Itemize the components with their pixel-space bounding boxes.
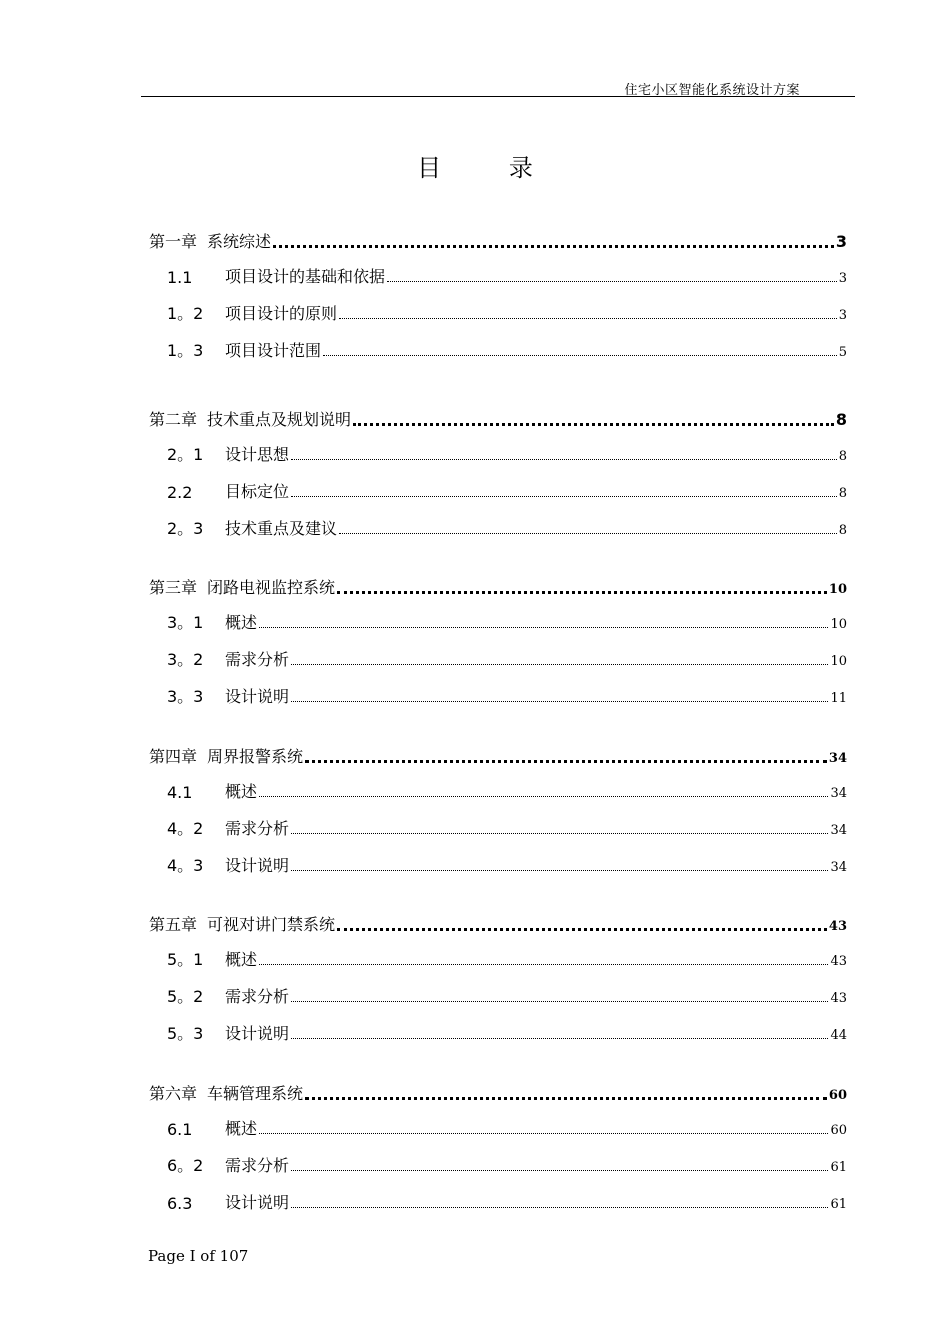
page-number: 8: [838, 486, 847, 501]
section-number: 3。3: [167, 687, 204, 706]
page-number: 8: [838, 523, 847, 538]
chapter-title: 技术重点及规划说明: [207, 410, 352, 429]
toc-section-entry[interactable]: [149, 263, 847, 287]
section-number: 1。3: [167, 341, 204, 360]
dot-leader: [305, 760, 827, 763]
page-number: 34: [830, 823, 847, 838]
section-title: 需求分析: [225, 1156, 290, 1175]
toc-section-entry[interactable]: [149, 1115, 847, 1139]
section-title: 项目设计的基础和依据: [225, 267, 386, 286]
dot-leader: [339, 318, 837, 319]
toc-section-entry[interactable]: [149, 1189, 847, 1213]
page-number: 34: [828, 751, 847, 766]
dot-leader: [291, 701, 828, 702]
section-title: 需求分析: [225, 987, 290, 1006]
toc-chapter-entry[interactable]: [149, 911, 847, 935]
toc-section-entry[interactable]: [149, 683, 847, 707]
chapter-number: 第三章: [149, 578, 198, 597]
dot-leader: [323, 355, 837, 356]
chapter-title: 闭路电视监控系统: [207, 578, 336, 597]
page-number: 43: [828, 919, 847, 934]
dot-leader: [291, 459, 837, 460]
chapter-number: 第二章: [149, 410, 198, 429]
dot-leader: [291, 1170, 828, 1171]
toc-section-entry[interactable]: [149, 478, 847, 502]
dot-leader: [337, 928, 827, 931]
section-title: 概述: [225, 1119, 258, 1138]
section-title: 项目设计范围: [225, 341, 322, 360]
dot-leader: [305, 1097, 827, 1100]
dot-leader: [259, 964, 828, 965]
toc-section-entry[interactable]: [149, 852, 847, 876]
page-number: 3: [835, 232, 847, 251]
section-number: 3。1: [167, 613, 204, 632]
section-number: 2。3: [167, 519, 204, 538]
dot-leader: [291, 496, 837, 497]
toc-section-entry[interactable]: [149, 815, 847, 839]
dot-leader: [291, 1001, 828, 1002]
chapter-number: 第四章: [149, 747, 198, 766]
toc-section-entry[interactable]: [149, 300, 847, 324]
chapter-number: 第六章: [149, 1084, 198, 1103]
page-number: 34: [830, 786, 847, 801]
section-title: 概述: [225, 950, 258, 969]
page-number: 10: [828, 582, 847, 597]
page-number: 10: [830, 617, 847, 632]
section-number: 5。2: [167, 987, 204, 1006]
section-number: 2.2: [167, 483, 193, 502]
page-number: 11: [830, 691, 847, 706]
page-number: 3: [838, 308, 847, 323]
section-number: 5。3: [167, 1024, 204, 1043]
toc-chapter-entry[interactable]: [149, 1080, 847, 1104]
toc-chapter-entry[interactable]: [149, 574, 847, 598]
dot-leader: [339, 533, 837, 534]
section-number: 1。2: [167, 304, 204, 323]
section-number: 4.1: [167, 783, 193, 802]
section-number: 6.1: [167, 1120, 193, 1139]
page-number: 10: [830, 654, 847, 669]
running-header: 住宅小区智能化系统设计方案: [624, 83, 800, 98]
section-number: 5。1: [167, 950, 204, 969]
dot-leader: [291, 1207, 828, 1208]
section-title: 设计说明: [225, 1024, 290, 1043]
toc-section-entry[interactable]: [149, 515, 847, 539]
chapter-number: 第一章: [149, 232, 198, 251]
chapter-title: 周界报警系统: [207, 747, 304, 766]
dot-leader: [291, 1038, 828, 1039]
toc-section-entry[interactable]: [149, 337, 847, 361]
section-number: 3。2: [167, 650, 204, 669]
toc-section-entry[interactable]: [149, 1152, 847, 1176]
chapter-number: 第五章: [149, 915, 198, 934]
dot-leader: [259, 796, 828, 797]
toc-section-entry[interactable]: [149, 946, 847, 970]
section-number: 1.1: [167, 268, 193, 287]
page-number: 34: [830, 860, 847, 875]
section-title: 设计说明: [225, 856, 290, 875]
header-rule: [141, 96, 855, 97]
page-number: 3: [838, 271, 847, 286]
section-title: 技术重点及建议: [225, 519, 338, 538]
toc-title-char-2: 录: [508, 154, 533, 182]
section-title: 设计思想: [225, 445, 290, 464]
dot-leader: [291, 870, 828, 871]
section-title: 设计说明: [225, 1193, 290, 1212]
page-number: 8: [838, 449, 847, 464]
section-number: 6.3: [167, 1194, 193, 1213]
dot-leader: [259, 627, 828, 628]
page-number: 5: [838, 345, 847, 360]
toc-chapter-entry[interactable]: [149, 743, 847, 767]
section-title: 概述: [225, 782, 258, 801]
section-number: 6。2: [167, 1156, 204, 1175]
section-title: 设计说明: [225, 687, 290, 706]
section-title: 目标定位: [225, 482, 290, 501]
toc-section-entry[interactable]: [149, 441, 847, 465]
section-title: 项目设计的原则: [225, 304, 338, 323]
page-number: 43: [830, 991, 847, 1006]
chapter-title: 可视对讲门禁系统: [207, 915, 336, 934]
page-number: 61: [830, 1197, 847, 1212]
toc-chapter-entry[interactable]: [149, 228, 847, 252]
chapter-title: 系统综述: [207, 232, 272, 251]
page-number: 60: [828, 1088, 847, 1103]
toc-section-entry[interactable]: [149, 983, 847, 1007]
dot-leader: [387, 281, 837, 282]
section-title: 概述: [225, 613, 258, 632]
section-title: 需求分析: [225, 650, 290, 669]
dot-leader: [259, 1133, 828, 1134]
toc-section-entry[interactable]: [149, 609, 847, 633]
page-number: 60: [830, 1123, 847, 1138]
toc-section-entry[interactable]: [149, 1020, 847, 1044]
toc-section-entry[interactable]: [149, 778, 847, 802]
toc-title-char-1: 目: [417, 154, 442, 182]
chapter-title: 车辆管理系统: [207, 1084, 304, 1103]
page-footer: Page I of 107: [148, 1247, 249, 1265]
dot-leader: [291, 664, 828, 665]
section-number: 2。1: [167, 445, 204, 464]
dot-leader: [273, 245, 834, 248]
section-title: 需求分析: [225, 819, 290, 838]
toc-title: [0, 148, 950, 183]
page-number: 61: [830, 1160, 847, 1175]
dot-leader: [353, 423, 834, 426]
dot-leader: [337, 591, 827, 594]
section-number: 4。2: [167, 819, 204, 838]
page-number: 43: [830, 954, 847, 969]
page-number: 8: [835, 410, 847, 429]
page-number: 44: [830, 1028, 847, 1043]
section-number: 4。3: [167, 856, 204, 875]
dot-leader: [291, 833, 828, 834]
toc-chapter-entry[interactable]: [149, 406, 847, 430]
toc-section-entry[interactable]: [149, 646, 847, 670]
